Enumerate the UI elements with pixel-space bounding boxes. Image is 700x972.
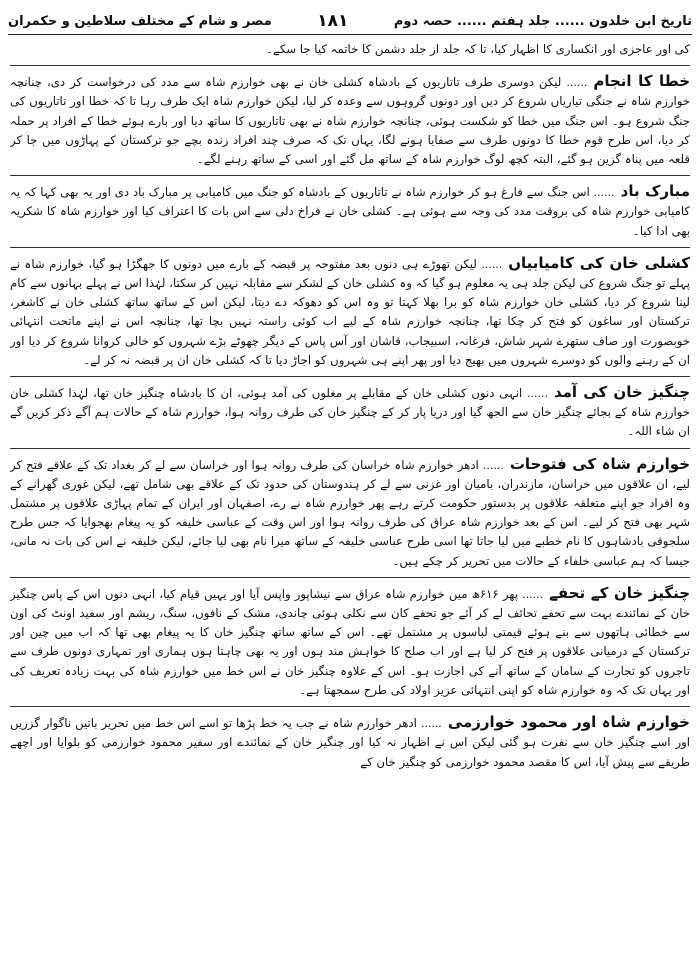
heading-dots: ...... <box>481 257 503 271</box>
section-khata-end <box>10 72 690 169</box>
section-divider <box>10 65 690 66</box>
heading-dots: ...... <box>522 587 544 601</box>
section-divider <box>10 376 690 377</box>
heading-dots: ...... <box>420 717 442 731</box>
section-genghis-gifts <box>10 584 690 700</box>
section-heading: خطا کا انجام <box>593 72 690 91</box>
page-content <box>10 40 690 966</box>
paragraph-intro <box>10 40 690 59</box>
section-genghis-arrival <box>10 383 690 442</box>
section-heading: چنگیز خان کی آمد <box>553 383 690 402</box>
section-heading: خوارزم شاہ اور محمود خوارزمی <box>447 713 690 732</box>
section-divider <box>10 175 690 176</box>
section-heading: مبارک باد <box>620 182 690 201</box>
heading-dots: ...... <box>566 76 588 90</box>
paragraph-text: انہی دنوں کشلی خان کے مقابلے پر مغلوں کی آمد ہوئی، ان کا بادشاہ چنگیز خان تھا، لہٰذا کشلی خان خوارزم شاہ کے بجائے چنگیز خان سے الجھ گیا اور دریا پار کر کے چنگیز خان کی طرف روانہ ہوا، خوارزم شاہ کے حالات ہم آگے ذکر کریں گے ان شاء اللہ۔ <box>10 386 690 439</box>
paragraph-text: لیکن تھوڑے ہی دنوں بعد مفتوحہ پر قبضہ کے بارے میں دونوں کا جھگڑا ہو گیا، خوارزم شاہ نے پہلے تو جنگ شروع کی لیکن جلد ہی یہ معلوم ہو گیا کہ وہ کشلی خان کے لشکر سے مقابلہ نہیں کر سکتا، لہٰذا اس نے پہلے بہانوں سے کام لینا شروع کر دیا، کشلی خان خوارزم شاہ کو برا بھلا کہتا تو وہ اس کو دھوکہ دے دیتا، لیکن اس کے ساتھ ساتھ کشلی خان نے کاشغر، ترکستان اور ساغون کو فتح کر چکا تھا، چنانچہ خوارزم شاہ کے لیے اب کوئی راستہ نہیں بچا تھا، چنانچہ اس نے اپنے ماتحت انتہائی خوبصورت اور صاف ستھرے شہر شاش، فرغانہ، اسبیجاب، قاشان اور آس پاس کے دیگر چھوٹے بڑے شہروں کو خالی کروانا شروع کر دیا اور ان کے رہنے والوں کو دوسرے شہروں میں بھیج دیا اور پھر اپنے ہی شہروں کو اجاڑ دیا تا کہ کشلی خان ان پر قبضہ نہ کر لے۔ <box>10 256 690 367</box>
section-divider <box>10 448 690 449</box>
section-heading: کشلی خان کی کامیابیاں <box>508 253 690 272</box>
heading-dots: ...... <box>482 458 504 472</box>
section-khwarazm-conquests <box>10 455 690 571</box>
header-book-info <box>394 14 692 29</box>
section-heading: خوارزم شاہ کی فتوحات <box>509 454 690 473</box>
paragraph-text: لیکن دوسری طرف تاتاریوں کے بادشاہ کشلی خان نے بھی خوارزم شاہ سے مدد کی درخواست کر دی، چنانچہ خوارزم شاہ نے جنگی تیاریاں شروع کر دیں اور دونوں گروہوں سے وعدہ کر لیا، لیکن خوارزم شاہ ایک طرف رہا تا کہ خطا اور تاتاریوں کی جنگ شروع ہو۔ اس جنگ میں خطا کو شکست ہوئی، چنانچہ خوارزم شاہ نے بھی تاتاریوں کا ساتھ دیا اور بارے ہوئے خطا کے افراد پر حملہ کر دیا، اس طرح قوم خطا کا دونوں طرف سے صفایا ہونے لگا، یہاں تک کہ صرف چند افراد زندہ بچے جو ترکستان کے پہاڑوں میں جا کر قلعہ میں پناہ گزین ہو گئے، البتہ کچھ لوگ خوارزم شاہ کے ساتھ مل گئے اور اسی کے ساتھ رہنے لگے۔ <box>10 75 690 167</box>
paragraph-text: ادھر خوارزم شاہ خراسان کی طرف روانہ ہوا اور خراسان سے لے کر بغداد تک کے علاقے فتح کر لیے، ان علاقوں میں خراسان، مازندران، بامیان اور غزنی سے لے کر ہندوستان کی حدود تک کے علاقے بھی شامل تھے، لیکن غوری گھرانے کے وہ افراد جو اپنے متعلقہ علاقوں پر بدستور حکومت کرتے رہے پھر خوارزم شاہ نے رے، اصفہان اور ایران کے تمام پہاڑی علاقوں پر مشتمل شہر بھی فتح کر لیے۔ اس کے بعد خوارزم شاہ عراق کی طرف روانہ ہوا اور اس وقت کے عباسی خلیفہ کو یہ پیغام بھجوایا کہ جس طرح سلجوقی بادشاہوں کا نام خطبے میں لیا جاتا تھا اسی طرح عباسی خلیفہ کے ساتھ میرا نام بھی لیا جائے، لیکن خلیفہ نے اس کی بات نہ مانی، جیسا کہ ہم عباسی خلفاء کے حالات میں تحریر کر چکے ہیں۔ <box>10 457 690 568</box>
section-divider <box>10 577 690 578</box>
section-divider <box>10 706 690 707</box>
page-number: ۱۸۱ <box>317 11 349 31</box>
chapter-title: مصر و شام کے مختلف سلاطین و حکمران <box>8 13 272 29</box>
book-title: تاریخ ابن خلدون <box>589 13 692 29</box>
volume-label: جلد ہفتم <box>491 13 551 29</box>
section-khwarazm-mahmud <box>10 713 690 772</box>
header-separator: ...... <box>554 13 585 29</box>
heading-dots: ...... <box>526 387 548 401</box>
section-heading: چنگیز خان کے تحفے <box>549 583 690 602</box>
paragraph-text: پھر ۶۱۶ھ میں خوارزم شاہ عراق سے نیشاپور واپس آیا اور یہیں قیام کیا، انہی دنوں اس کے پاس چنگیز خان کے نمائندے بہت سے تحفے تحائف لے کر آئے جو تحفے کان سے نکلی ہوئی چاندی، مشک کے نافوں، سنگ، ریشم اور سفید اونٹ کی اون سے خطائی ہاتھوں سے بنے ہوئے قیمتی لباسوں پر مشتمل تھے۔ اس کے ساتھ ساتھ چنگیز خان کا یہ پیغام بھی تھا کہ اب میں چین اور ترکستان کے درمیانی علاقوں پر فتح کر لیا ہے اور اب صلح کا خواہش مند ہوں اور یہ بھی چاہتا ہوں ہماری اور تمہاری دونوں طرف سے تاجروں کو تجارت کے سامان کے ساتھ آنے کی اجازت ہو۔ اس کے علاوہ چنگیز خان نے اس خط میں خوارزم شاہ کی بہت زیادہ تعریف کی اور یہاں تک کہ وہ خوارزم شاہ کو اپنی انتہائی عزیز اولاد کی طرح سمجھتا ہے۔ <box>10 586 690 697</box>
paragraph-text: ادھر خوارزم شاہ نے جب یہ خط پڑھا تو اسے اس خط میں تحریر باتیں ناگوار گزریں اور اسے چنگیز خان سے نفرت ہو گئی لیکن اس نے اظہار نہ کیا اور چنگیز خان کے نمائندے اور سفیر محمود خوارزمی کو بلوایا اور اچھے طریقے سے پیش آیا، اس کا مقصد محمود خوارزمی کو چنگیز خان کے <box>10 716 690 769</box>
section-kushli-victories <box>10 254 690 370</box>
page-header <box>8 8 692 35</box>
part-label: حصہ دوم <box>393 13 453 29</box>
section-congratulations <box>10 182 690 241</box>
heading-dots: ...... <box>593 186 615 200</box>
header-separator: ...... <box>456 13 487 29</box>
section-divider <box>10 247 690 248</box>
paragraph-text: کی اور عاجزی اور انکساری کا اظہار کیا، تا کہ جلد از جلد دشمن کا خاتمہ کیا جا سکے۔ <box>266 42 690 56</box>
paragraph-text: اس جنگ سے فارغ ہو کر خوارزم شاہ نے تاتاریوں کے بادشاہ کو جنگ میں کامیابی پر مبارک باد دی اور یہ بھی کہا کہ یہ کامیابی خوارزم شاہ کی بروقت مدد کی وجہ سے ہوئی ہے۔ کشلی خان نے فراخ دلی سے اس بات کا اعتراف کیا اور خوارزم شاہ کا شکریہ بھی ادا کیا۔ <box>10 185 690 238</box>
